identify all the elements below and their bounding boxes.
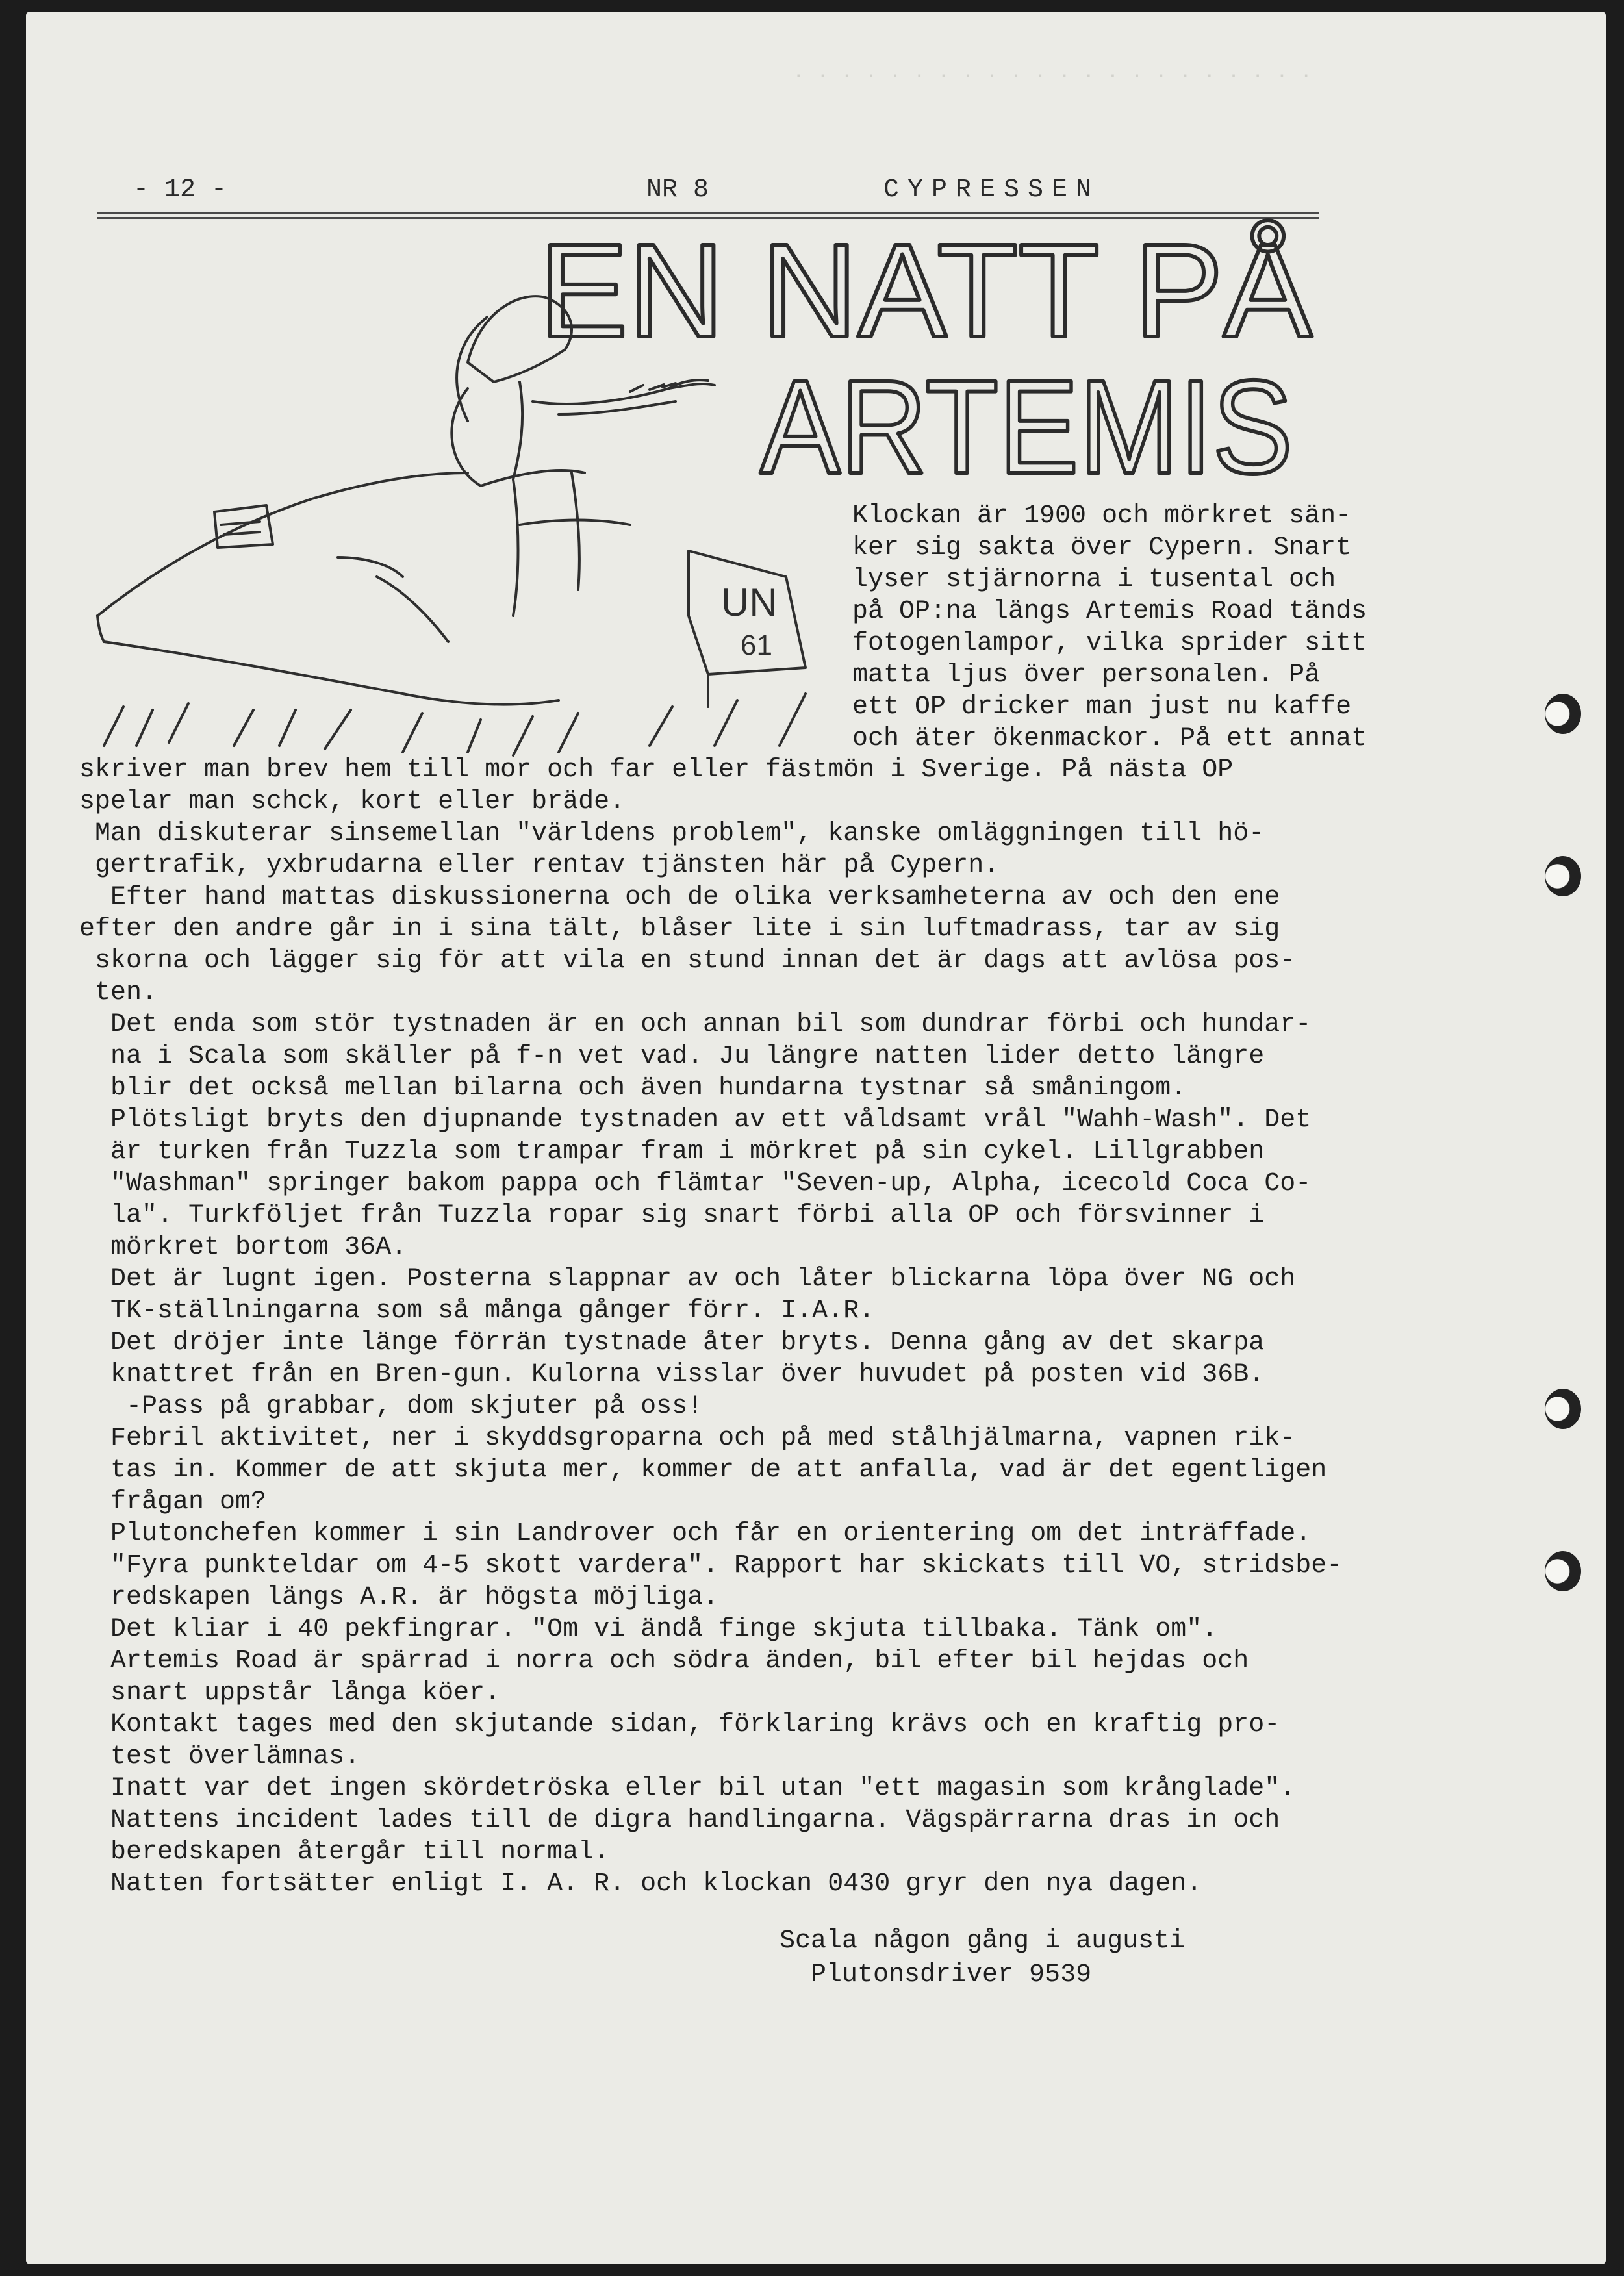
title-line-1: EN NATT PÅ <box>539 216 1313 365</box>
body-line: beredskapen återgår till normal. <box>79 1838 610 1867</box>
intro-line: ker sig sakta över Cypern. Snart <box>852 533 1352 563</box>
body-line: gertrafik, yxbrudarna eller rentav tjänsten här på Cypern. <box>79 851 1000 880</box>
intro-line: matta ljus över personalen. På <box>852 661 1321 690</box>
body-line: är turken från Tuzzla som trampar fram i mörkret på sin cykel. Lillgrabben <box>79 1137 1265 1167</box>
body-line: blir det också mellan bilarna och även hundarna tystnar så småningom. <box>79 1074 1187 1103</box>
body-line: Plutonchefen kommer i sin Landrover och får en orientering om det inträffade. <box>79 1519 1312 1549</box>
body-line: skriver man brev hem till mor och far eller fästmön i Sverige. På nästa OP <box>79 755 1234 785</box>
intro-line: lyser stjärnorna i tusental och <box>852 565 1336 594</box>
body-line: Plötsligt bryts den djupnande tystnaden av ett våldsamt vrål "Wahh-Wash". Det <box>79 1106 1312 1135</box>
body-line: test överlämnas. <box>79 1742 361 1771</box>
punch-hole <box>1545 1389 1581 1429</box>
issue-number: NR 8 <box>646 175 709 205</box>
body-line: Det enda som stör tystnaden är en och annan bil som dundrar förbi och hundar- <box>79 1010 1312 1039</box>
intro-line: på OP:na längs Artemis Road tänds <box>852 597 1367 626</box>
body-line: efter den andre går in i sina tält, blåser lite i sin luftmadrass, tar av sig <box>79 915 1280 944</box>
body-line: Efter hand mattas diskussionerna och de olika verksamheterna av och den ene <box>79 883 1280 912</box>
body-line: "Washman" springer bakom pappa och flämtar "Seven-up, Alpha, icecold Coca Co- <box>79 1169 1312 1198</box>
body-line: knattret från en Bren-gun. Kulorna visslar över huvudet på posten vid 36B. <box>79 1360 1265 1389</box>
signature-place-date: Scala någon gång i augusti <box>780 1927 1186 1956</box>
body-line: spelar man schck, kort eller bräde. <box>79 787 626 816</box>
body-line: Artemis Road är spärrad i norra och södra änden, bil efter bil hejdas och <box>79 1647 1249 1676</box>
body-line: skorna och lägger sig för att vila en stund innan det är dags att avlösa pos- <box>79 946 1296 976</box>
body-line: Febril aktivitet, ner i skyddsgroparna och på med stålhjälmarna, vapnen rik- <box>79 1424 1296 1453</box>
body-line: Kontakt tages med den skjutande sidan, förklaring krävs och en kraftig pro- <box>79 1710 1280 1739</box>
soldier-sketch-illustration <box>65 252 844 772</box>
body-line: "Fyra punkteldar om 4-5 skott vardera". Rapport har skickats till VO, stridsbe- <box>79 1551 1343 1580</box>
intro-line: ett OP dricker man just nu kaffe <box>852 692 1352 722</box>
body-line: Det kliar i 40 pekfingrar. "Om vi ändå finge skjuta tillbaka. Tänk om". <box>79 1615 1218 1644</box>
body-line: na i Scala som skäller på f-n vet vad. Ju längre natten lider detto längre <box>79 1042 1265 1071</box>
binder-holes <box>1545 12 1597 2220</box>
punch-hole <box>1545 1551 1581 1591</box>
intro-line: och äter ökenmackor. På ett annat <box>852 724 1367 753</box>
body-line: Det dröjer inte länge förrän tystnade åter bryts. Denna gång av det skarpa <box>79 1328 1265 1358</box>
body-line: frågan om? <box>79 1487 267 1517</box>
body-line: Natten fortsätter enligt I. A. R. och klockan 0430 gryr den nya dagen. <box>79 1869 1202 1899</box>
body-line: mörkret bortom 36A. <box>79 1233 407 1262</box>
box-label-number: 61 <box>741 629 772 661</box>
body-line: Man diskuterar sinsemellan "världens problem", kanske omläggningen till hö- <box>79 819 1265 848</box>
body-line: snart uppstår långa köer. <box>79 1678 501 1708</box>
body-line: Inatt var det ingen skördetröska eller bil utan "ett magasin som krånglade". <box>79 1774 1296 1803</box>
body-line: TK-ställningarna som så många gånger förr. I.A.R. <box>79 1296 875 1326</box>
show-through-header: . . . . . . . . . . . . . . . . . . . . . . <box>793 61 1312 84</box>
body-line: la". Turkföljet från Tuzzla ropar sig snart förbi alla OP och försvinner i <box>79 1201 1265 1230</box>
page-number: - 12 - <box>133 175 227 205</box>
signature-author: Plutonsdriver 9539 <box>811 1960 1092 1990</box>
title-line-2: ARTEMIS <box>760 353 1293 501</box>
body-line: ten. <box>79 978 158 1007</box>
punch-hole <box>1545 694 1581 734</box>
body-line: Nattens incident lades till de digra handlingarna. Vägspärrarna dras in och <box>79 1806 1280 1835</box>
publication-name: CYPRESSEN <box>883 175 1100 205</box>
document-page <box>26 12 1606 2264</box>
body-line: -Pass på grabbar, dom skjuter på oss! <box>79 1392 704 1421</box>
body-line: redskapen längs A.R. är högsta möjliga. <box>79 1583 719 1612</box>
body-line: tas in. Kommer de att skjuta mer, kommer de att anfalla, vad är det egentligen <box>79 1456 1327 1485</box>
intro-line: fotogenlampor, vilka sprider sitt <box>852 629 1367 658</box>
box-label-un: UN <box>721 581 778 624</box>
intro-line: Klockan är 1900 och mörkret sän- <box>852 501 1352 531</box>
body-line: Det är lugnt igen. Posterna slappnar av och låter blickarna löpa över NG och <box>79 1265 1296 1294</box>
punch-hole <box>1545 856 1581 896</box>
